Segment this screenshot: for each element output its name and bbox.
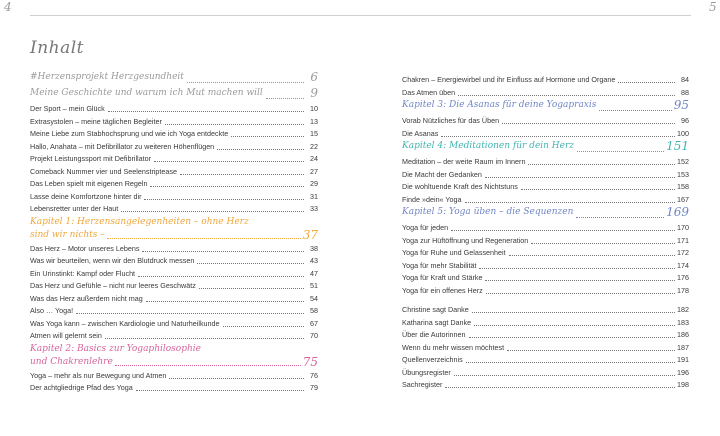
toc-entry[interactable] <box>30 280 318 293</box>
entry-title: Yoga für mehr Stabilität <box>402 260 477 270</box>
toc-entry[interactable] <box>402 169 689 182</box>
dot-leader <box>217 141 304 150</box>
dot-leader <box>445 379 675 388</box>
toc-entry[interactable] <box>402 342 689 355</box>
entry-title: Meine Liebe zum Stabhochsprung und wie ich Yoga entdeckte <box>30 129 229 138</box>
entry-title: Über die Autorinnen <box>402 330 466 339</box>
dot-leader <box>451 222 675 231</box>
toc-entry[interactable] <box>30 203 318 216</box>
toc-entry[interactable] <box>402 115 689 128</box>
toc-entry[interactable] <box>402 222 689 235</box>
entry-title: Hallo, Anahata – mit Defibrillator zu weiteren Höhenflügen <box>30 141 215 151</box>
entry-title: Was Yoga kann – zwischen Kardiologie und Naturheilkunde <box>30 318 220 328</box>
toc-entry[interactable] <box>402 285 689 298</box>
dot-leader <box>509 247 675 256</box>
dot-leader <box>507 342 675 351</box>
entry-page-number: 84 <box>681 75 689 84</box>
entry-title: Also … Yoga! <box>30 306 74 315</box>
toc-chapter-heading[interactable] <box>402 99 689 115</box>
entry-page-number: 15 <box>310 129 318 138</box>
entry-page-number: 24 <box>310 154 318 163</box>
dot-leader <box>138 268 304 277</box>
dot-leader <box>187 71 304 83</box>
entry-title: Yoga für Kraft und Stärke <box>402 273 483 282</box>
entry-page-number: 79 <box>310 383 318 392</box>
entry-title: Die wohltuende Kraft des Nichtstuns <box>402 182 518 191</box>
toc-entry[interactable] <box>30 305 318 318</box>
dot-leader <box>458 87 675 96</box>
entry-title: Atmen will gelernt sein <box>30 331 102 340</box>
dot-leader <box>169 370 304 379</box>
toc-entry[interactable] <box>30 243 318 256</box>
chapter-title-line1: Kapitel 1: Herzensangelegenheiten – ohne Herz <box>30 216 249 227</box>
toc-entry[interactable] <box>402 87 689 100</box>
dot-leader <box>197 255 304 264</box>
entry-page-number: 67 <box>310 318 318 328</box>
toc-entry[interactable] <box>402 194 689 207</box>
toc-entry[interactable] <box>30 128 318 141</box>
entry-title: Yoga für jeden <box>402 223 449 232</box>
entry-title: Das Herz – Motor unseres Lebens <box>30 243 140 253</box>
dot-leader <box>199 280 304 289</box>
dot-leader <box>136 382 304 391</box>
entry-title: Projekt Leistungssport mit Defibrillator <box>30 154 152 163</box>
entry-page-number: 88 <box>681 87 689 97</box>
entry-title: Der Sport – mein Glück <box>30 104 105 113</box>
dot-leader <box>146 293 304 302</box>
chapter-title: Meine Geschichte und warum ich Mut machen will <box>30 88 263 98</box>
toc-entry[interactable] <box>30 268 318 281</box>
toc-entry[interactable] <box>402 272 689 285</box>
dot-leader <box>576 206 664 218</box>
entry-title: Meditation – der weite Raum im Innern <box>402 157 526 166</box>
dot-leader <box>144 191 304 200</box>
toc-entry[interactable] <box>402 247 689 260</box>
chapter-page-number: 9 <box>310 86 318 100</box>
entry-title: Finde »dein« Yoga <box>402 194 462 204</box>
dot-leader <box>121 203 304 212</box>
entry-page-number: 191 <box>677 355 689 364</box>
entry-title: Yoga zur Hüftöffnung und Regeneration <box>402 235 529 245</box>
toc-entry[interactable] <box>402 304 689 317</box>
dot-leader <box>502 115 675 124</box>
toc-entry[interactable] <box>402 379 689 392</box>
toc-entry[interactable] <box>402 367 689 380</box>
dot-leader <box>472 304 675 313</box>
dot-leader <box>521 181 675 190</box>
right-page <box>360 0 720 436</box>
dot-leader <box>150 178 304 187</box>
entry-page-number: 187 <box>677 342 689 352</box>
entry-title: Chakren – Energiewirbel und ihr Einfluss auf Hormone und Organe <box>402 75 616 84</box>
entry-page-number: 167 <box>677 194 689 204</box>
toc-chapter-heading[interactable] <box>30 216 318 243</box>
entry-title: Die Asanas <box>402 128 439 138</box>
chapter-title-line1: Kapitel 2: Basics zur Yogaphilosophie <box>30 343 201 354</box>
dot-leader <box>441 128 675 137</box>
entry-title: Lasse deine Komfortzone hinter dir <box>30 191 142 201</box>
dot-leader <box>466 354 675 363</box>
entry-title: Katharina sagt Danke <box>402 317 472 327</box>
dot-leader <box>115 356 301 366</box>
dot-leader <box>469 329 675 338</box>
entry-page-number: 158 <box>677 182 689 191</box>
entry-title: Das Atmen üben <box>402 87 456 97</box>
toc-entry[interactable] <box>30 153 318 166</box>
toc-entry[interactable] <box>30 116 318 129</box>
toc-entry[interactable] <box>402 317 689 330</box>
entry-page-number: 174 <box>677 260 689 270</box>
entry-title: Comeback Nummer vier und Seelenstriptease <box>30 166 178 176</box>
entry-title: Quellenverzeichnis <box>402 355 463 364</box>
dot-leader <box>479 260 675 269</box>
dot-leader <box>165 116 304 125</box>
entry-title: Was wir beurteilen, wenn wir den Blutdruck messen <box>30 256 195 265</box>
entry-page-number: 10 <box>310 104 318 113</box>
toc-chapter-heading[interactable] <box>30 87 318 103</box>
entry-page-number: 76 <box>310 370 318 380</box>
entry-page-number: 22 <box>310 141 318 151</box>
entry-title: Das Herz und Gefühle – nicht nur leeres Geschwätz <box>30 281 196 290</box>
entry-title: Lebensretter unter der Haut <box>30 204 119 213</box>
entry-page-number: 70 <box>310 331 318 340</box>
header-rule-right <box>360 15 691 16</box>
entry-page-number: 13 <box>310 116 318 126</box>
toc-left-column <box>30 71 318 395</box>
entry-page-number: 152 <box>677 157 689 166</box>
dot-leader <box>531 235 675 244</box>
entry-page-number: 172 <box>677 248 689 257</box>
dot-leader <box>180 166 304 175</box>
dot-leader <box>618 74 675 83</box>
header-rule-left <box>30 15 360 16</box>
toc-entry[interactable] <box>30 178 318 191</box>
dot-leader <box>105 330 304 339</box>
entry-title: Yoga für ein offenes Herz <box>402 285 483 295</box>
toc-entry[interactable] <box>402 260 689 273</box>
toc-entry[interactable] <box>30 191 318 204</box>
entry-page-number: 38 <box>310 243 318 253</box>
toc-entry[interactable] <box>402 128 689 141</box>
dot-leader <box>465 194 675 203</box>
section-gap <box>402 297 689 304</box>
entry-page-number: 27 <box>310 166 318 176</box>
dot-leader <box>577 140 664 152</box>
chapter-title-line2: sind wir nichts – <box>30 229 105 240</box>
dot-leader <box>454 367 675 376</box>
dot-leader <box>474 317 675 326</box>
chapter-title: Kapitel 3: Die Asanas für deine Yogapraxis <box>402 100 597 110</box>
entry-page-number: 178 <box>677 285 689 295</box>
chapter-title-line2-row <box>30 229 318 243</box>
dot-leader <box>486 285 675 294</box>
toc-entry[interactable] <box>402 329 689 342</box>
dot-leader <box>107 229 301 239</box>
entry-title: Yoga – mehr als nur Bewegung und Atmen <box>30 370 167 380</box>
entry-page-number: 54 <box>310 293 318 303</box>
dot-leader <box>231 128 304 137</box>
toc-entry[interactable] <box>402 74 689 87</box>
entry-page-number: 96 <box>681 116 689 125</box>
entry-page-number: 176 <box>677 273 689 282</box>
toc-chapter-heading[interactable] <box>402 206 689 222</box>
entry-page-number: 183 <box>677 317 689 327</box>
chapter-page-number: 95 <box>673 98 689 112</box>
toc-chapter-heading[interactable] <box>30 71 318 87</box>
chapter-title-line2: und Chakrenlehre <box>30 356 113 367</box>
page-title: Inhalt <box>30 38 85 58</box>
chapter-page-number: 75 <box>302 354 318 369</box>
toc-entry[interactable] <box>30 382 318 395</box>
chapter-title: Kapitel 5: Yoga üben – die Sequenzen <box>402 207 574 217</box>
entry-page-number: 29 <box>310 179 318 188</box>
entry-title: Ein Urinstinkt: Kampf oder Flucht <box>30 268 136 278</box>
entry-title: Extrasystolen – meine täglichen Begleiter <box>30 116 162 126</box>
toc-entry[interactable] <box>30 166 318 179</box>
chapter-page-number: 151 <box>666 139 689 153</box>
entry-title: Die Macht der Gedanken <box>402 169 482 179</box>
toc-entry[interactable] <box>30 255 318 268</box>
chapter-title-line2-row <box>30 356 318 370</box>
entry-page-number: 153 <box>677 169 689 179</box>
dot-leader <box>528 156 675 165</box>
entry-title: Das Leben spielt mit eigenen Regeln <box>30 179 148 188</box>
page-number-right: 5 <box>709 0 717 14</box>
entry-page-number: 170 <box>677 223 689 232</box>
toc-entry[interactable] <box>402 156 689 169</box>
toc-entry[interactable] <box>402 354 689 367</box>
page-number-left: 4 <box>4 0 12 14</box>
dot-leader <box>266 87 304 99</box>
toc-entry[interactable] <box>30 103 318 116</box>
toc-entry[interactable] <box>402 181 689 194</box>
toc-entry[interactable] <box>402 235 689 248</box>
dot-leader <box>108 103 304 112</box>
entry-page-number: 182 <box>677 305 689 314</box>
entry-title: Vorab Nützliches für das Üben <box>402 116 500 125</box>
chapter-page-number: 169 <box>666 205 689 219</box>
entry-page-number: 198 <box>677 380 689 389</box>
chapter-page-number: 6 <box>310 70 318 84</box>
dot-leader <box>154 153 304 162</box>
entry-page-number: 196 <box>677 367 689 377</box>
entry-page-number: 171 <box>677 235 689 245</box>
entry-title: Was das Herz außerdem nicht mag <box>30 293 143 303</box>
dot-leader <box>223 318 304 327</box>
toc-entry[interactable] <box>30 318 318 331</box>
entry-title: Wenn du mehr wissen möchtest <box>402 342 505 352</box>
dot-leader <box>599 99 671 111</box>
dot-leader <box>76 305 304 314</box>
entry-page-number: 186 <box>677 330 689 339</box>
entry-page-number: 51 <box>310 281 318 290</box>
toc-entry[interactable] <box>30 293 318 306</box>
toc-chapter-heading[interactable] <box>30 343 318 370</box>
entry-page-number: 31 <box>310 191 318 201</box>
toc-entry[interactable] <box>30 330 318 343</box>
entry-page-number: 47 <box>310 268 318 278</box>
toc-entry[interactable] <box>30 370 318 383</box>
entry-title: Sachregister <box>402 380 443 389</box>
entry-title: Der achtgliedrige Pfad des Yoga <box>30 383 133 392</box>
entry-title: Übungsregister <box>402 367 451 377</box>
chapter-title: #Herzensprojekt Herzgesundheit <box>30 72 184 82</box>
toc-chapter-heading[interactable] <box>402 140 689 156</box>
entry-page-number: 43 <box>310 256 318 265</box>
dot-leader <box>485 272 675 281</box>
dot-leader <box>142 243 304 252</box>
toc-entry[interactable] <box>30 141 318 154</box>
entry-title: Yoga für Ruhe und Gelassenheit <box>402 248 506 257</box>
chapter-title: Kapitel 4: Meditationen für dein Herz <box>402 141 575 151</box>
dot-leader <box>485 169 675 178</box>
entry-page-number: 33 <box>310 204 318 213</box>
toc-right-column <box>402 74 689 392</box>
entry-title: Christine sagt Danke <box>402 305 469 314</box>
entry-page-number: 100 <box>677 128 689 138</box>
entry-page-number: 58 <box>310 306 318 315</box>
chapter-page-number: 37 <box>302 227 318 242</box>
